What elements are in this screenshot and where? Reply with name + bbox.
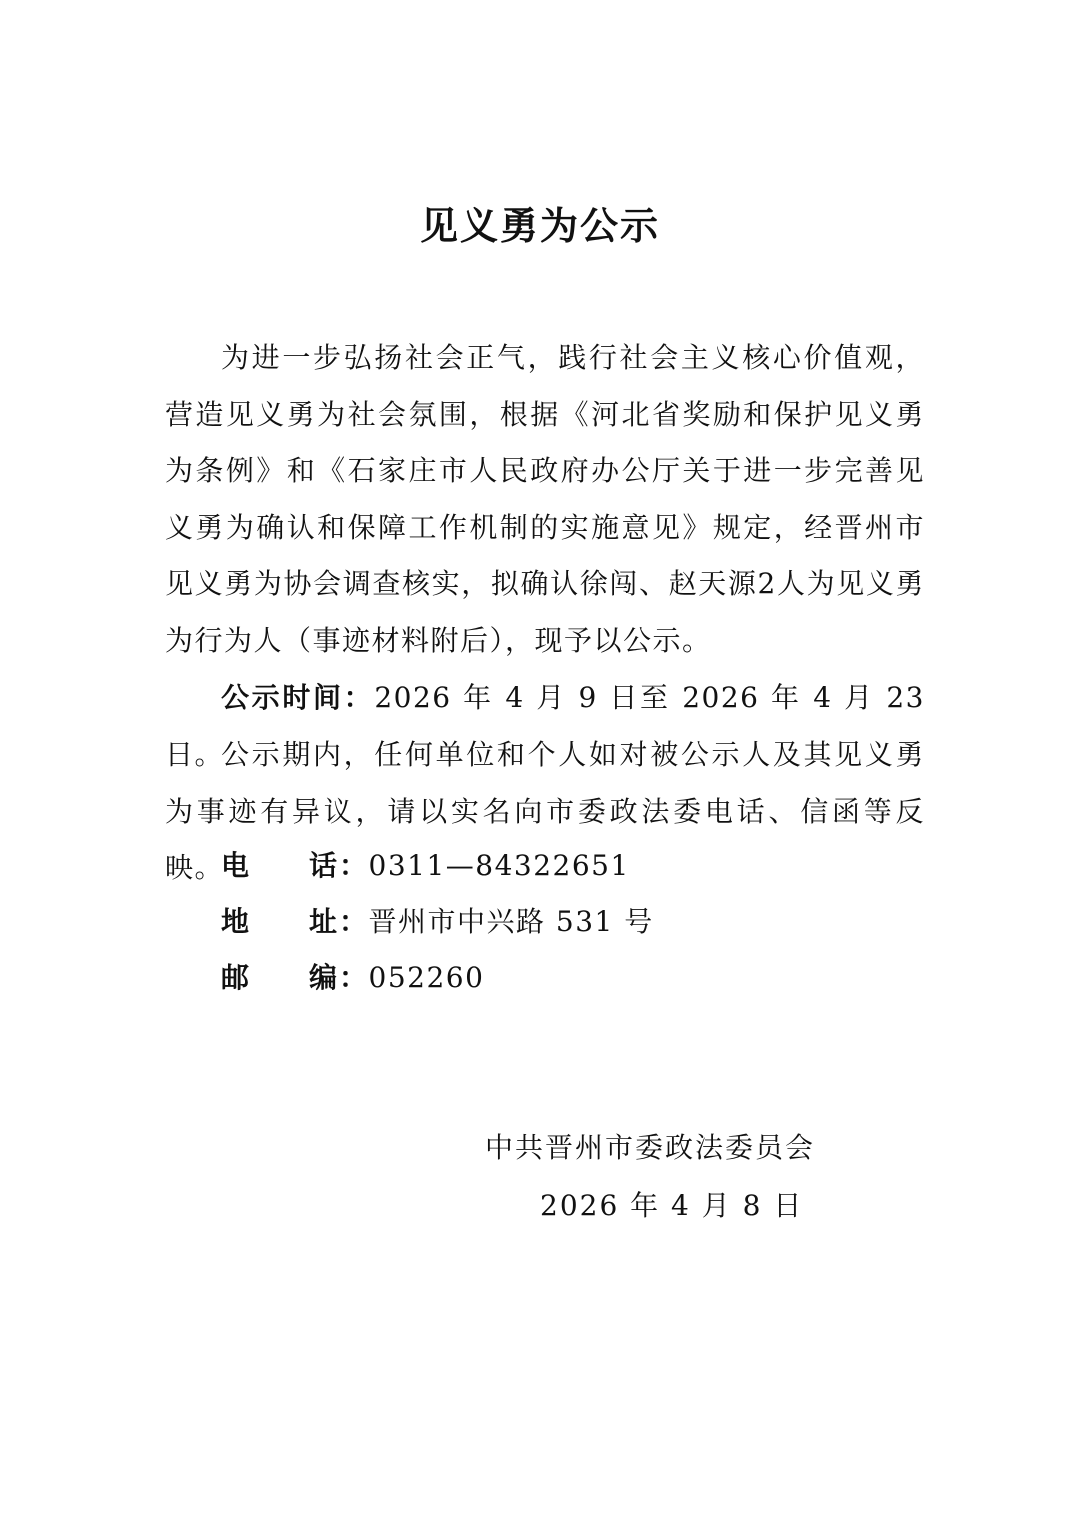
- contact-colon: ：: [339, 905, 369, 938]
- contact-colon: ：: [339, 961, 369, 994]
- objection-paragraph: 公示期内，任何单位和个人如对被公示人及其见义勇为事迹有异议，请以实名向市委政法委电话、信函等反映。: [165, 738, 925, 885]
- contact-phone-value: 0311—84322651: [368, 849, 630, 882]
- contact-postcode-value: 052260: [368, 961, 485, 994]
- document-title: 见义勇为公示: [419, 204, 660, 248]
- contact-postcode: [221, 950, 484, 1006]
- contact-label-a: 地: [221, 905, 251, 938]
- contact-label-b: 址: [309, 905, 339, 938]
- contact-label-a: 电: [221, 849, 251, 882]
- signature-date: 2026 年 4 月 8 日: [540, 1189, 804, 1222]
- period-label: 公示时间：: [221, 681, 375, 714]
- contact-colon: ：: [339, 849, 369, 882]
- contact-label-a: 邮: [221, 961, 251, 994]
- period-value: 2026 年 4 月 9 日至 2026 年 4 月 23 日。: [165, 681, 925, 771]
- signature-organization: 中共晋州市委政法委员会: [485, 1131, 816, 1164]
- contact-address-value: 晋州市中兴路 531 号: [368, 905, 654, 938]
- contact-label-b: 编: [309, 961, 339, 994]
- contact-label-b: 话: [309, 849, 339, 882]
- contact-phone: [221, 838, 630, 894]
- contact-address: [221, 894, 654, 950]
- announcement-paragraph: 为进一步弘扬社会正气，践行社会主义核心价值观，营造见义勇为社会氛围，根据《河北省奖励和保护见义勇为条例》和《石家庄市人民政府办公厅关于进一步完善见义勇为确认和保障工作机制的实施意见》规定，经晋州市见义勇为协会调查核实，拟确认徐闯、赵天源2人为见义勇为行为人（事迹材料附后），现予以公示。: [165, 341, 925, 657]
